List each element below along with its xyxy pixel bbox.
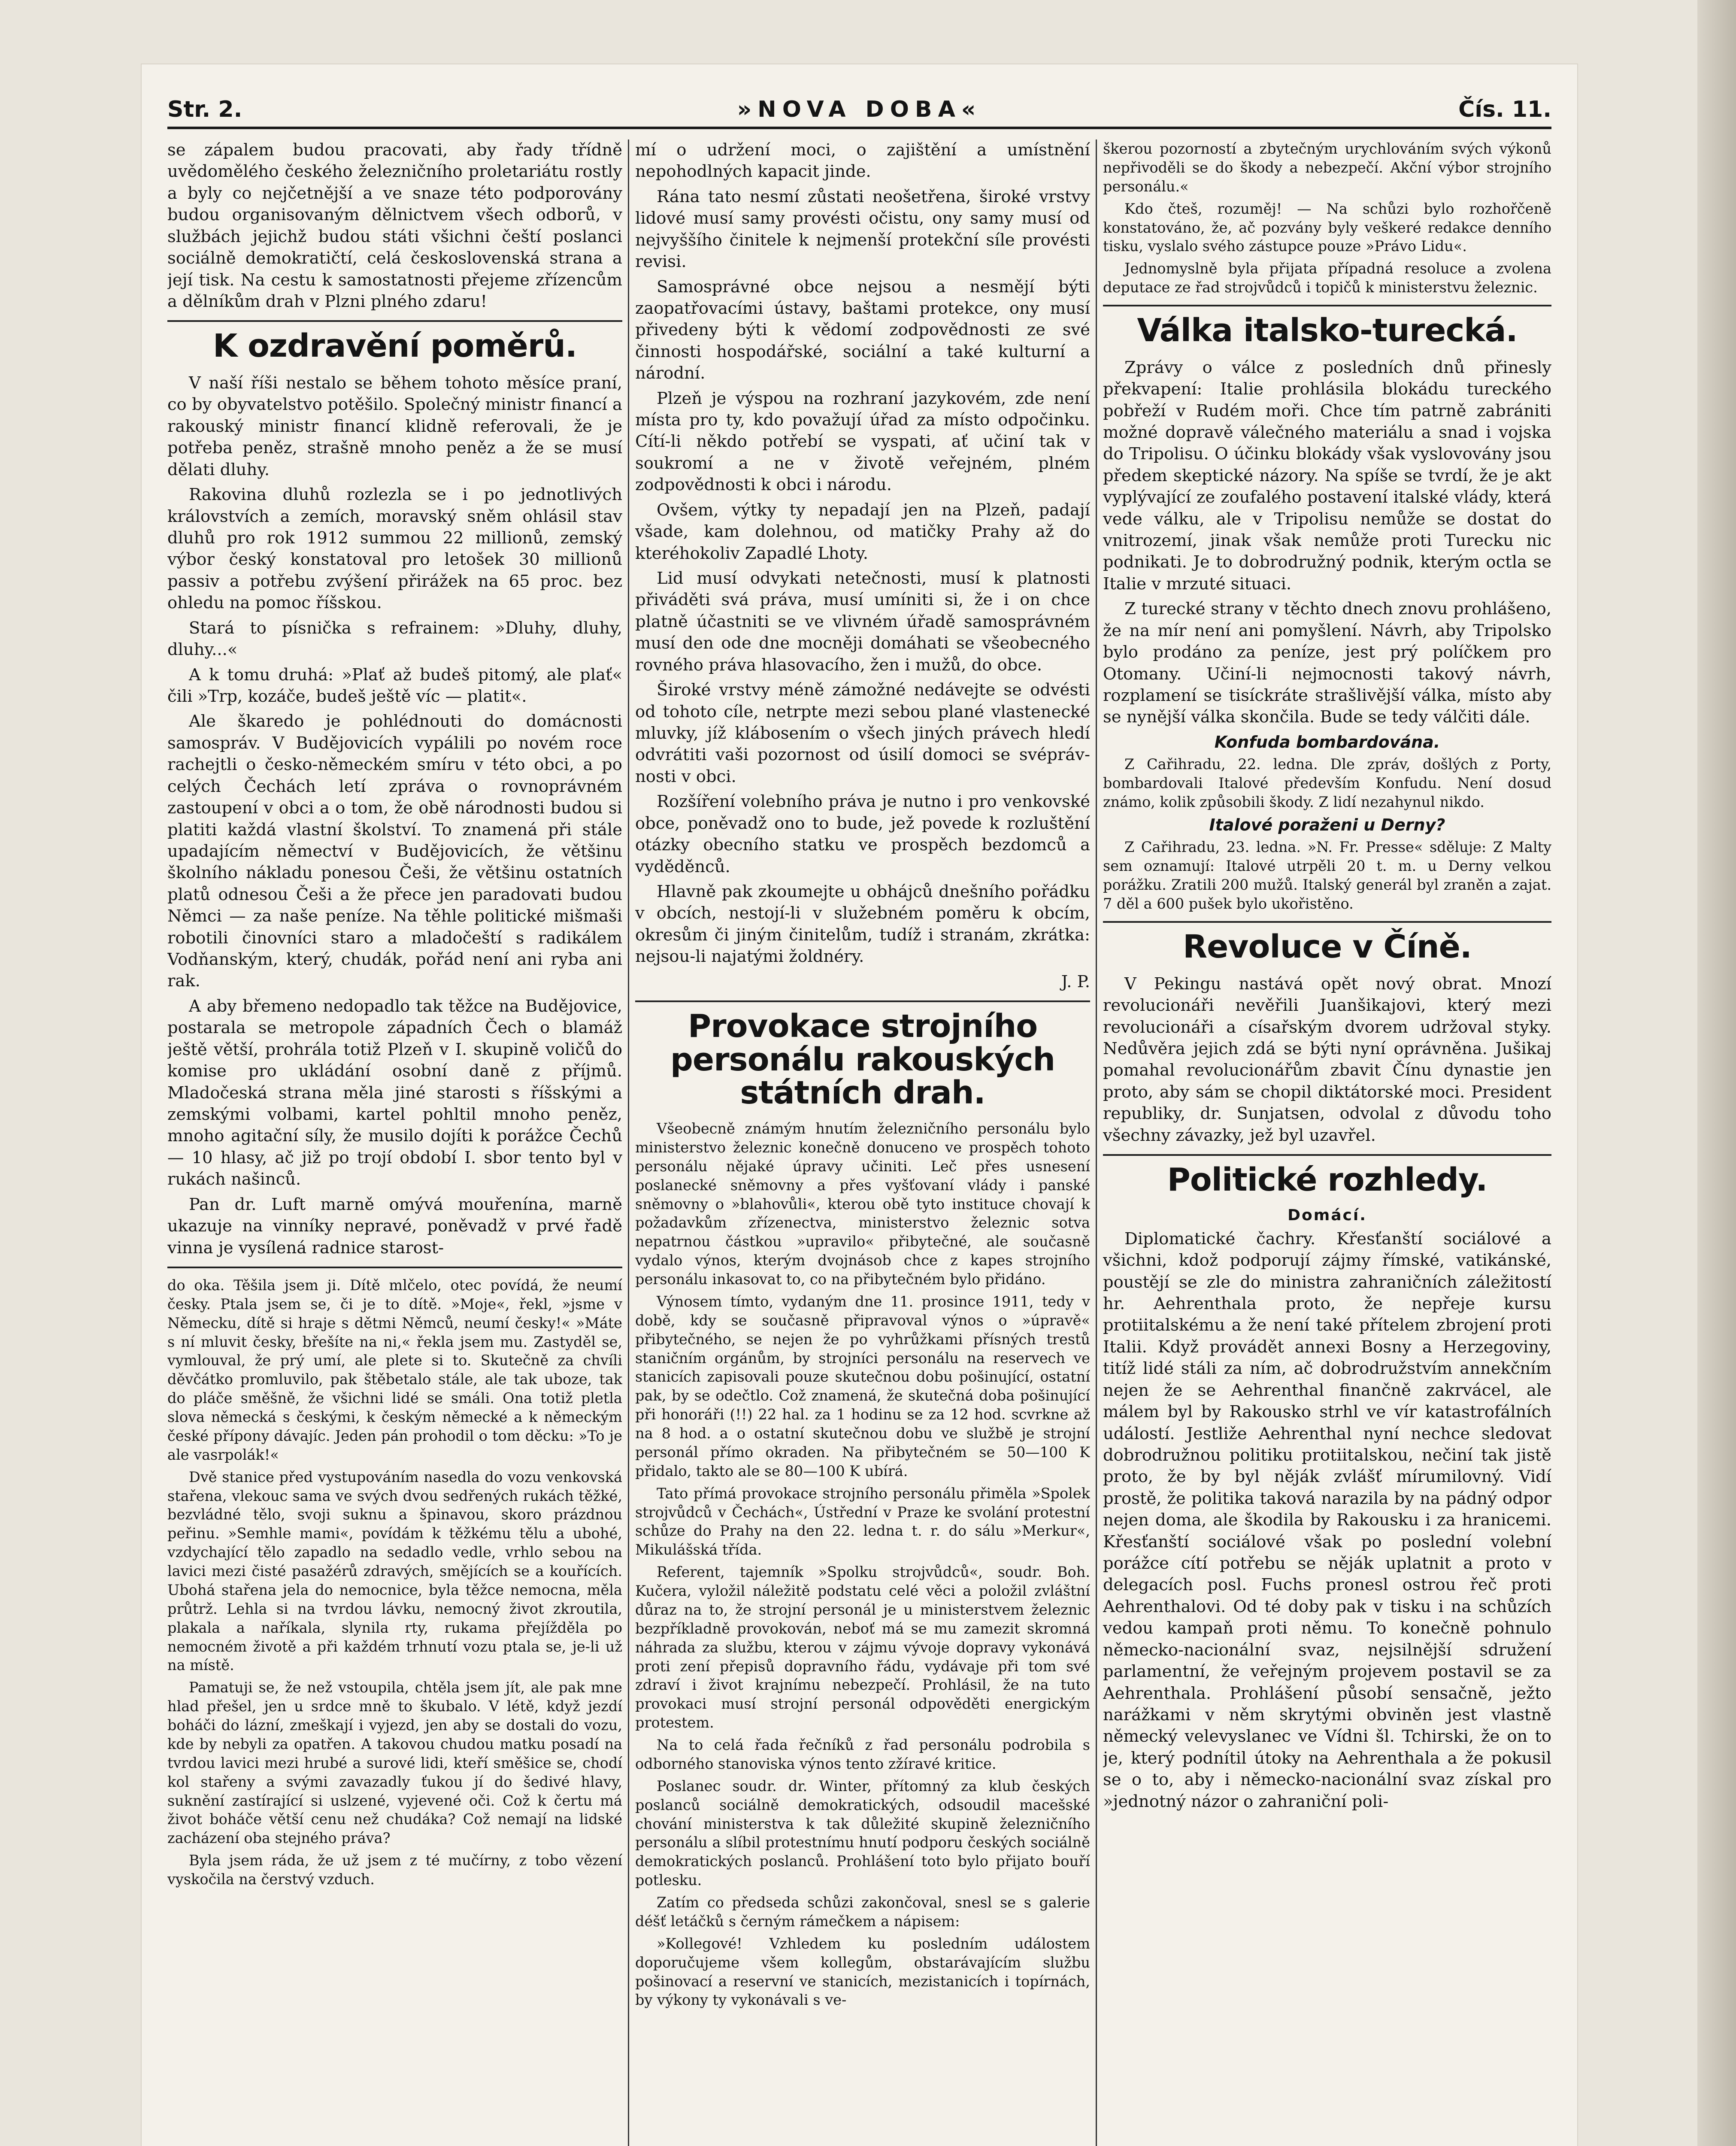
- masthead-title: »NOVA DOBA«: [737, 97, 982, 122]
- article-ozdraveni-continued: [635, 139, 1090, 993]
- article-tail-railway: se zápalem budou pracovati, aby řady třídně uvědomělého českého železničního proletariátu rostly a byly co nejčetnější a ve snaze této podporovány budou organisovaným dělnictvem všech odborů, v službách jejichž budou státi všichni čeští poslanci sociálně demokratičtí, celá československá strana a její tisk. Na cestu k samostatnosti přejeme zřízencům a dělníkům drah v Plzni plného zdaru!: [167, 140, 622, 311]
- section-rule: [1103, 1154, 1551, 1156]
- section-rule: [167, 320, 622, 322]
- paragraph: Z Cařihradu, 23. ledna. »N. Fr. Presse« sděluje: Z Malty sem oznamují: Italové utrpěli 20 t. m. u Derny velkou porážku. Zratili 200 mužů. Italský generál byl zraněn a zajat. 7 děl a 600 pušek bylo ukořistěno.: [1103, 839, 1551, 912]
- paragraph: škerou pozorností a zbytečným urychlováním svých výkonů nepřivoděli se do škody a nebezpečí. Akční výbor strojního personálu.«: [1103, 140, 1551, 195]
- section-rule: [1103, 921, 1551, 923]
- paragraph: Kdo čteš, rozuměj! — Na schůzi bylo rozhořčeně konstatováno, že, ač pozvány byly veškeré redakce denního tisku, vyslalo svého zástupce pouze »Právo Lidu«.: [1103, 200, 1551, 255]
- article-valka: [1103, 357, 1551, 728]
- paragraph: Ovšem, výtky ty nepadají jen na Plzeň, padají všade, kam dolehnou, od matičky Prahy až do kteréhokoliv Zapadlé Lhoty.: [635, 500, 1090, 563]
- paragraph: Jednomyslně byla přijata případná resoluce a zvolena deputace ze řad strojvůdců i topičů k ministerstvu železnic.: [1103, 260, 1551, 296]
- paragraph: Z Cařihradu, 22. ledna. Dle zpráv, došlých z Porty, bombardovali Italové především Konfudu. Není dosud známo, kolik způsobili škody. Z lidí nezahynul nikdo.: [1103, 755, 1551, 810]
- paragraph: Na to celá řada řečníků z řad personálu podrobila s odborného stanoviska výnos tento zžíravé kritice.: [635, 1737, 1090, 1772]
- paragraph: Hlavně pak zkoumejte u obhájců dnešního pořádku v obcích, nestojí-li v služebném poměru k obcím, okresům či jiným činitelům, tudíž i stranám, zkrátka: nejsou-li najatými žoldnéry.: [635, 882, 1090, 967]
- paragraph: Poslanec soudr. dr. Winter, přítomný za klub českých poslanců sociálně demokratických, odsoudil macešské chování ministerstva k tak důležité skupině železničního personálu a slíbil protestnímu hnutí podporu českých sociálně demokratických poslanců. Prohlášení toto bylo přijato bouří potlesku.: [635, 1777, 1090, 1889]
- paragraph: Rakovina dluhů rozlezla se i po jednotlivých královstvích a zemích, moravský sněm ohlásil stav dluhů pro rok 1912 summou 22 millionů, zemský výbor český konstatoval pro letošek 30 millionů passiv a potřebu zvýšení přirážek na 65 proc. bez ohledu na pomoc říšskou.: [167, 485, 622, 613]
- headline-revoluce: Revoluce v Číně.: [1183, 928, 1472, 965]
- article-revoluce: [1103, 973, 1551, 1146]
- news-derna: [1103, 838, 1551, 913]
- paragraph: Zatím co předseda schůzi zakončoval, snesl se s galerie déšť letáčků s černým rámečkem a nápisem:: [635, 1894, 1090, 1930]
- signature-line: [635, 971, 1090, 993]
- paragraph: Diplomatické čachry. Křesťanští sociálové a všichni, kdož podporují zájmy římské, vatikánské, poustějí se zle do ministra zahraničních záležitostí hr. Aehrenthala proto, že nepřeje kursu protiitalskému a že není také přítelem zbrojení proti Italii. Když provádět annexi Bosny a Herzegoviny, titíž lidé stáli za ním, ač dobrodružstvím annekčním nejen že se Aehrenthal finančně zakrvácel, ale málem byl by Rakousko strhl ve vír katastrofálních událostí. Jestliže Aehrenthal nyní nechce sledovat dobrodružnou politiku protiitalskou, nečiní tak jistě proto, že by byl něják zvlášť mírumilovný. Vidí prostě, že politika taková narazila by na pádný odpor nejen doma, ale škodila by Rakousku i za hranicemi. Křesťanští sociálové však po poslední volební porážce cítí potřebu se něják uplatnit a proto v delegacích posl. Fuchs pronesl ostrou řeč proti Aehrenthalovi. Od té doby pak v tisku i na schůzích vedou kampaň proti němu. To konečně pohnulo německo-nacionální svaz, nejsilnější sdružení parlamentní, že veřejným projevem postavil se za Aehrenthala. Prohlášení působí sensačně, ježto narážkami v něm skrytými obviněn jest vlastně německý velevyslanec ve Vídni šl. Tchirski, že on to je, který podnítil útoky na Aehrenthala a že pokusil se o to, aby i německo-nacionální svaz získal pro »jednotný názor o zahraniční poli-: [1103, 1229, 1551, 1811]
- news-konfuda: [1103, 755, 1551, 812]
- headline-politicke: Politické rozhledy.: [1167, 1161, 1488, 1199]
- subhead-domaci: Domácí.: [1288, 1206, 1367, 1224]
- paragraph: Pan dr. Luft marně omývá mouřenína, marně ukazuje na vinníky nepravé, poněvadž v prvé řadě vinna je vysílená radnice starost-: [167, 1194, 622, 1258]
- paragraph: Ale škaredo je pohlédnouti do domácnosti samospráv. V Budějovicích vypálili po novém roce rachejtli o česko-německém smíru v této obci, a po celých Čechách letí zpráva o rovnoprávném zastoupení v obci a o tom, že obě národnosti budou si platiti každá vlastní školství. To znamená při stále upadajícím němectví v Budějovicích, že většinu školního nákladu ponesou Češi, že většinu ostatních platů odnesou Češi a že přece jen paradovati budou Němci — za naše peníze. Na těhle politické mišmaši robotili činovníci staro a mladočeští s radikálem Vodňanským, který, chudák, pořád není ani ryba ani rak.: [167, 712, 622, 991]
- paragraph: Lid musí odvykati netečnosti, musí k platnosti přiváděti svá práva, musí umíniti si, že i on chce platně účastniti se ve vlivném úřadě samosprávném musí den ode dne mocněji domáhati se všeobecného rovného práva hlasovacího, žen i mužů, do obce.: [635, 569, 1090, 675]
- paragraph: A k tomu druhá: »Plať až budeš pitomý, ale plať« čili »Trp, kozáče, budeš ještě víc — platit«.: [167, 665, 622, 706]
- subhead-konfuda: Konfuda bombardována.: [1214, 732, 1440, 752]
- section-rule: [1103, 305, 1551, 306]
- page-number: Str. 2.: [167, 97, 242, 122]
- paragraph: Referent, tajemník »Spolku strojvůdců«, soudr. Boh. Kučera, vyložil náležitě podstatu celé věci a položil zvláštní důraz na to, že strojní personál je u ministerstvem železnic bezpříkladně provokován, neboť má se mu zamezit skromná náhrada za službu, kterou v zájmu vývoje dopravy vykonává proti zení přepisů dopravního řádu, vydávaje při tom své zdraví i život krajnímu nebezpečí. Prohlásil, že na tuto provokaci musí strojní personál odpověděti energickým protestem.: [635, 1564, 1090, 1731]
- paragraph: Plzeň je výspou na rozhraní jazykovém, zde není místa pro ty, kdo považují úřad za místo odpočinku. Cítí-li někdo potřebí se vyspati, ať učiní tak v soukromí a ne v životě veřejném, plném zodpovědnosti k obci i národu.: [635, 388, 1090, 495]
- paragraph: Pamatuji se, že než vstoupila, chtěla jsem jít, ale pak mne hlad přešel, jen u srdce mně to škubalo. V létě, když jezdí boháči do lázní, zmeškají i vyjezd, jen aby se dostali do vozu, kde by nebyli za opatřen. A takovou chudou matku posadí na tvrdou lavici mezi hrubé a surové lidi, kteří směšice se, chodí kol stařeny a svými zavazadly ťukou jí do šedivé hlavy, suknění zastírající si uslzené, vyjevené oči. Což k čertu má život boháče větší cenu než chudáka? Což nemají na lidské zacházení oba stejného práva?: [167, 1679, 622, 1847]
- headline-provokace: Provokace strojního personálu rakouských státních drah.: [670, 1008, 1055, 1112]
- paragraph: Samosprávné obce nejsou a nesmějí býti zaopatřovacími ústavy, baštami protekce, ony musí přivedeny býti k vědomí zodpovědnosti ze své činnosti hospodářské, sociální a také kulturní a národní.: [635, 277, 1090, 383]
- article-provokace: [635, 1119, 1090, 2010]
- author-signature: J. P.: [1061, 972, 1090, 991]
- paragraph: Zprávy o válce z posledních dnů přinesly překvapení: Italie prohlásila blokádu tureckého pobřeží v Rudém moři. Chce tím patrně zabrániti možné dopravě válečného materiálu a snad i vojska do Tripolisu. O účinku blokády však vyslovovány jsou předem skeptické názory. Na spíše se tvrdí, že je akt vyplývající ze zoufalého postavení italské vlády, která vede válku, ale v Tripolisu nemůže se dostat do vnitrozemí, jinak však nemůže proti Turecku nic podnikati. Je to dobrodružný podnik, kterým octla se Italie v mrzuté situaci.: [1103, 358, 1551, 594]
- feuilleton-story: [167, 1276, 622, 1889]
- paragraph: V naší říši nestalo se během tohoto měsíce praní, co by obyvatelstvo potěšilo. Společný ministr financí a rakouský ministr financí klidně referovali, že je potřeba peněz, strašně mnoho peněz a že se musí dělati dluhy.: [167, 373, 622, 479]
- paragraph: Rána tato nesmí zůstati neošetřena, široké vrstvy lidové musí samy provésti očistu, ony samy musí od nejvyššího činitele k nejmenší protekční síle provésti revisi.: [635, 187, 1090, 272]
- paragraph: Stará to písnička s refrainem: »Dluhy, dluhy, dluhy...«: [167, 618, 622, 660]
- paragraph: V Pekingu nastává opět nový obrat. Mnozí revolucionáři nevěřili Juanšikajovi, který mezi revolucionáři a císařským dvorem udržoval styky. Nedůvěra jejich zdá se býti nyní oprávněna. Jušikaj pomahal revolucionářům zbavit Čínu dynastie jen proto, aby sám se chopil diktátorské moci. President republiky, dr. Sunjatsen, odvolal z důvodu toho všechny závazky, jež byl uzavřel.: [1103, 974, 1551, 1145]
- article-provokace-continued: [1103, 139, 1551, 297]
- paragraph: Z turecké strany v těchto dnech znovu prohlášeno, že na mír není ani pomyšlení. Návrh, aby Tripolsko bylo prodáno za peníze, jest prý políčkem pro Otomany. Učiní-li nejmocnosti takový návrh, rozplamení se tisíckráte strašlivější válka, místo aby se nynější válka skončila. Bude se tedy válčiti dále.: [1103, 599, 1551, 727]
- article-politicke: [1103, 1228, 1551, 1813]
- paragraph: Široké vrstvy méně zámožné nedávejte se odvésti od tohoto cíle, netrpte mezi sebou plané vlastenecké mluvky, jíž klábosením o všech jiných právech hledí odvrátiti vaši pozornost od úsilí domoci se svéprávnosti v obci.: [635, 680, 1090, 786]
- paragraph: mí o udržení moci, o zajištění a umístnění nepohodlných kapacit jinde.: [635, 140, 1090, 182]
- column-1: [167, 139, 622, 2146]
- section-rule: [635, 1000, 1090, 1002]
- headline-ozdraveni: K ozdravění poměrů.: [212, 327, 577, 365]
- paragraph: Tato přímá provokace strojního personálu přiměla »Spolek strojvůdců v Čechách«, Ústřední v Praze ke svolání protestní schůze do Prahy na den 22. ledna t. r. do sálu »Merkur«, Mikulášská třída.: [635, 1485, 1090, 1558]
- column-2: [635, 139, 1090, 2146]
- paragraph: »Kollegové! Vzhledem ku posledním událostem doporučujeme všem kollegům, obstarávajícím službu pošinovací a reservní ve stanicích, mezistanicích i topírnách, by výkony ty vykonávali s ve-: [635, 1935, 1090, 2009]
- paragraph: Výnosem tímto, vydaným dne 11. prosince 1911, tedy v době, kdy se současně připravoval výnos o »úpravě« přibytečného, se nejen že po vyhrůžkami přísných trestů staničním orgánům, by strojníci personálu na reservech ve stanicích zapisovali pouze skutečnou dobu pošinující, ostatní pak, by se odečtlo. Což znamená, že skutečná doba pošinující při honoráři (!!) 22 hal. za 1 hodinu se za 12 hod. scvrkne až na 8 hod. a o ostatní skutečnou dobu ve službě je strojní personál přímo okraden. Na přibytečném se 50—100 K přidalo, takto ale se 80—100 K ubírá.: [635, 1293, 1090, 1479]
- paragraph: Byla jsem ráda, že už jsem z té mučírny, z tobo vězení vyskočila na čerstvý vzduch.: [167, 1852, 622, 1888]
- feuilleton-rule: [167, 1267, 622, 1268]
- paragraph: A aby břemeno nedopadlo tak těžce na Budějovice, postarala se metropole západních Čech o blamáž ještě větší, prohrála totiž Plzeň v I. skupině voličů do komise pro ukládání osobní daně z příjmů. Mladočeská strana měla jiné starosti s říšskými a zemskými volbami, kartel pohltil mnoho peněz, mnoho agitační síly, že musilo dojíti k porážce Čechů — 10 hlasy, ač již po trojí období I. sbor tento byl v rukách našinců.: [167, 996, 622, 1189]
- binding-edge: [1697, 0, 1736, 2146]
- newspaper-page: [142, 64, 1577, 2146]
- headline-valka: Válka italsko-turecká.: [1137, 312, 1518, 349]
- column-divider: [628, 139, 629, 2146]
- subhead-derna: Italové poraženi u Derny?: [1209, 815, 1445, 835]
- issue-number: Čís. 11.: [1458, 97, 1551, 122]
- column-3: [1103, 139, 1551, 2146]
- column-divider: [1096, 139, 1097, 2146]
- paragraph: Všeobecně známým hnutím železničního personálu bylo ministerstvo železnic konečně donuceno ve prospěch tohoto personálu nějaké úpravy učiniti. Leč přes usnesení poslanecké sněmovny a přes vyšťovaní vlády i panské sněmovny o »blahovůli«, kterou obě tyto instituce chovají k požadavkům zřízenectva, ministerstvo železnic sotva nepatrnou částkou »upravilo« přibytečné, ale současně vydalo výnos, kterým dvojnásob chce z kapes strojního personálu inkasovat to, co na přibytečném bylo přidáno.: [635, 1120, 1090, 1288]
- page-header: [167, 88, 1551, 129]
- paragraph: Dvě stanice před vystupováním nasedla do vozu venkovská stařena, vlekouc sama ve svých dvou sedřených rukách těžké, bezvládné tělo, svoji suknu a špinavou, skoro prázdnou peřinu. »Semhle mami«, povídám k těžkému tělu a ubohé, vzdychající tělo zapadlo na sedadlo vedle, vrhlo sebou na lavici mezi čisté pasažérů zdravých, smějících se a kouřících. Ubohá stařena jela do nemocnice, byla těžce nemocna, měla průtrž. Lehla si na tvrdou lávku, nemocný život zkroutila, plakala a naříkala, slynila rty, rukama přejížděla po nemocném životě a při každém trhnutí vozu ptala se, je-li už na místě.: [167, 1468, 622, 1674]
- paragraph: do oka. Těšila jsem ji. Dítě mlčelo, otec povídá, že neumí česky. Ptala jsem se, či je to dítě. »Moje«, řekl, »jsme v Německu, dítě si hraje s dětmi Němců, neumí česky!« »Máte s ní mluvit česky, břešíte na ni,« řekla jsem mu. Zastyděl se, vymlouval, že prý umí, ale plete si to. Skutečně za chvíli děvčátko promluvilo, pak štěbetalo stále, ale tak uboze, tak do pláče směšně, že všichni lidé se smáli. Ona totiž pletla slova německá s českými, k českým německé a k německým české přípony dávajíc. Jeden pán prohodil o tom děcku: »To je ale vasrpolák!«: [167, 1276, 622, 1463]
- article-ozdraveni: [167, 373, 622, 1259]
- paragraph: Rozšíření volebního práva je nutno i pro venkovské obce, poněvadž ono to bude, jež povede k rozluštění otázky obecního statku ve prospěch bezdomců a vyděděnců.: [635, 792, 1090, 876]
